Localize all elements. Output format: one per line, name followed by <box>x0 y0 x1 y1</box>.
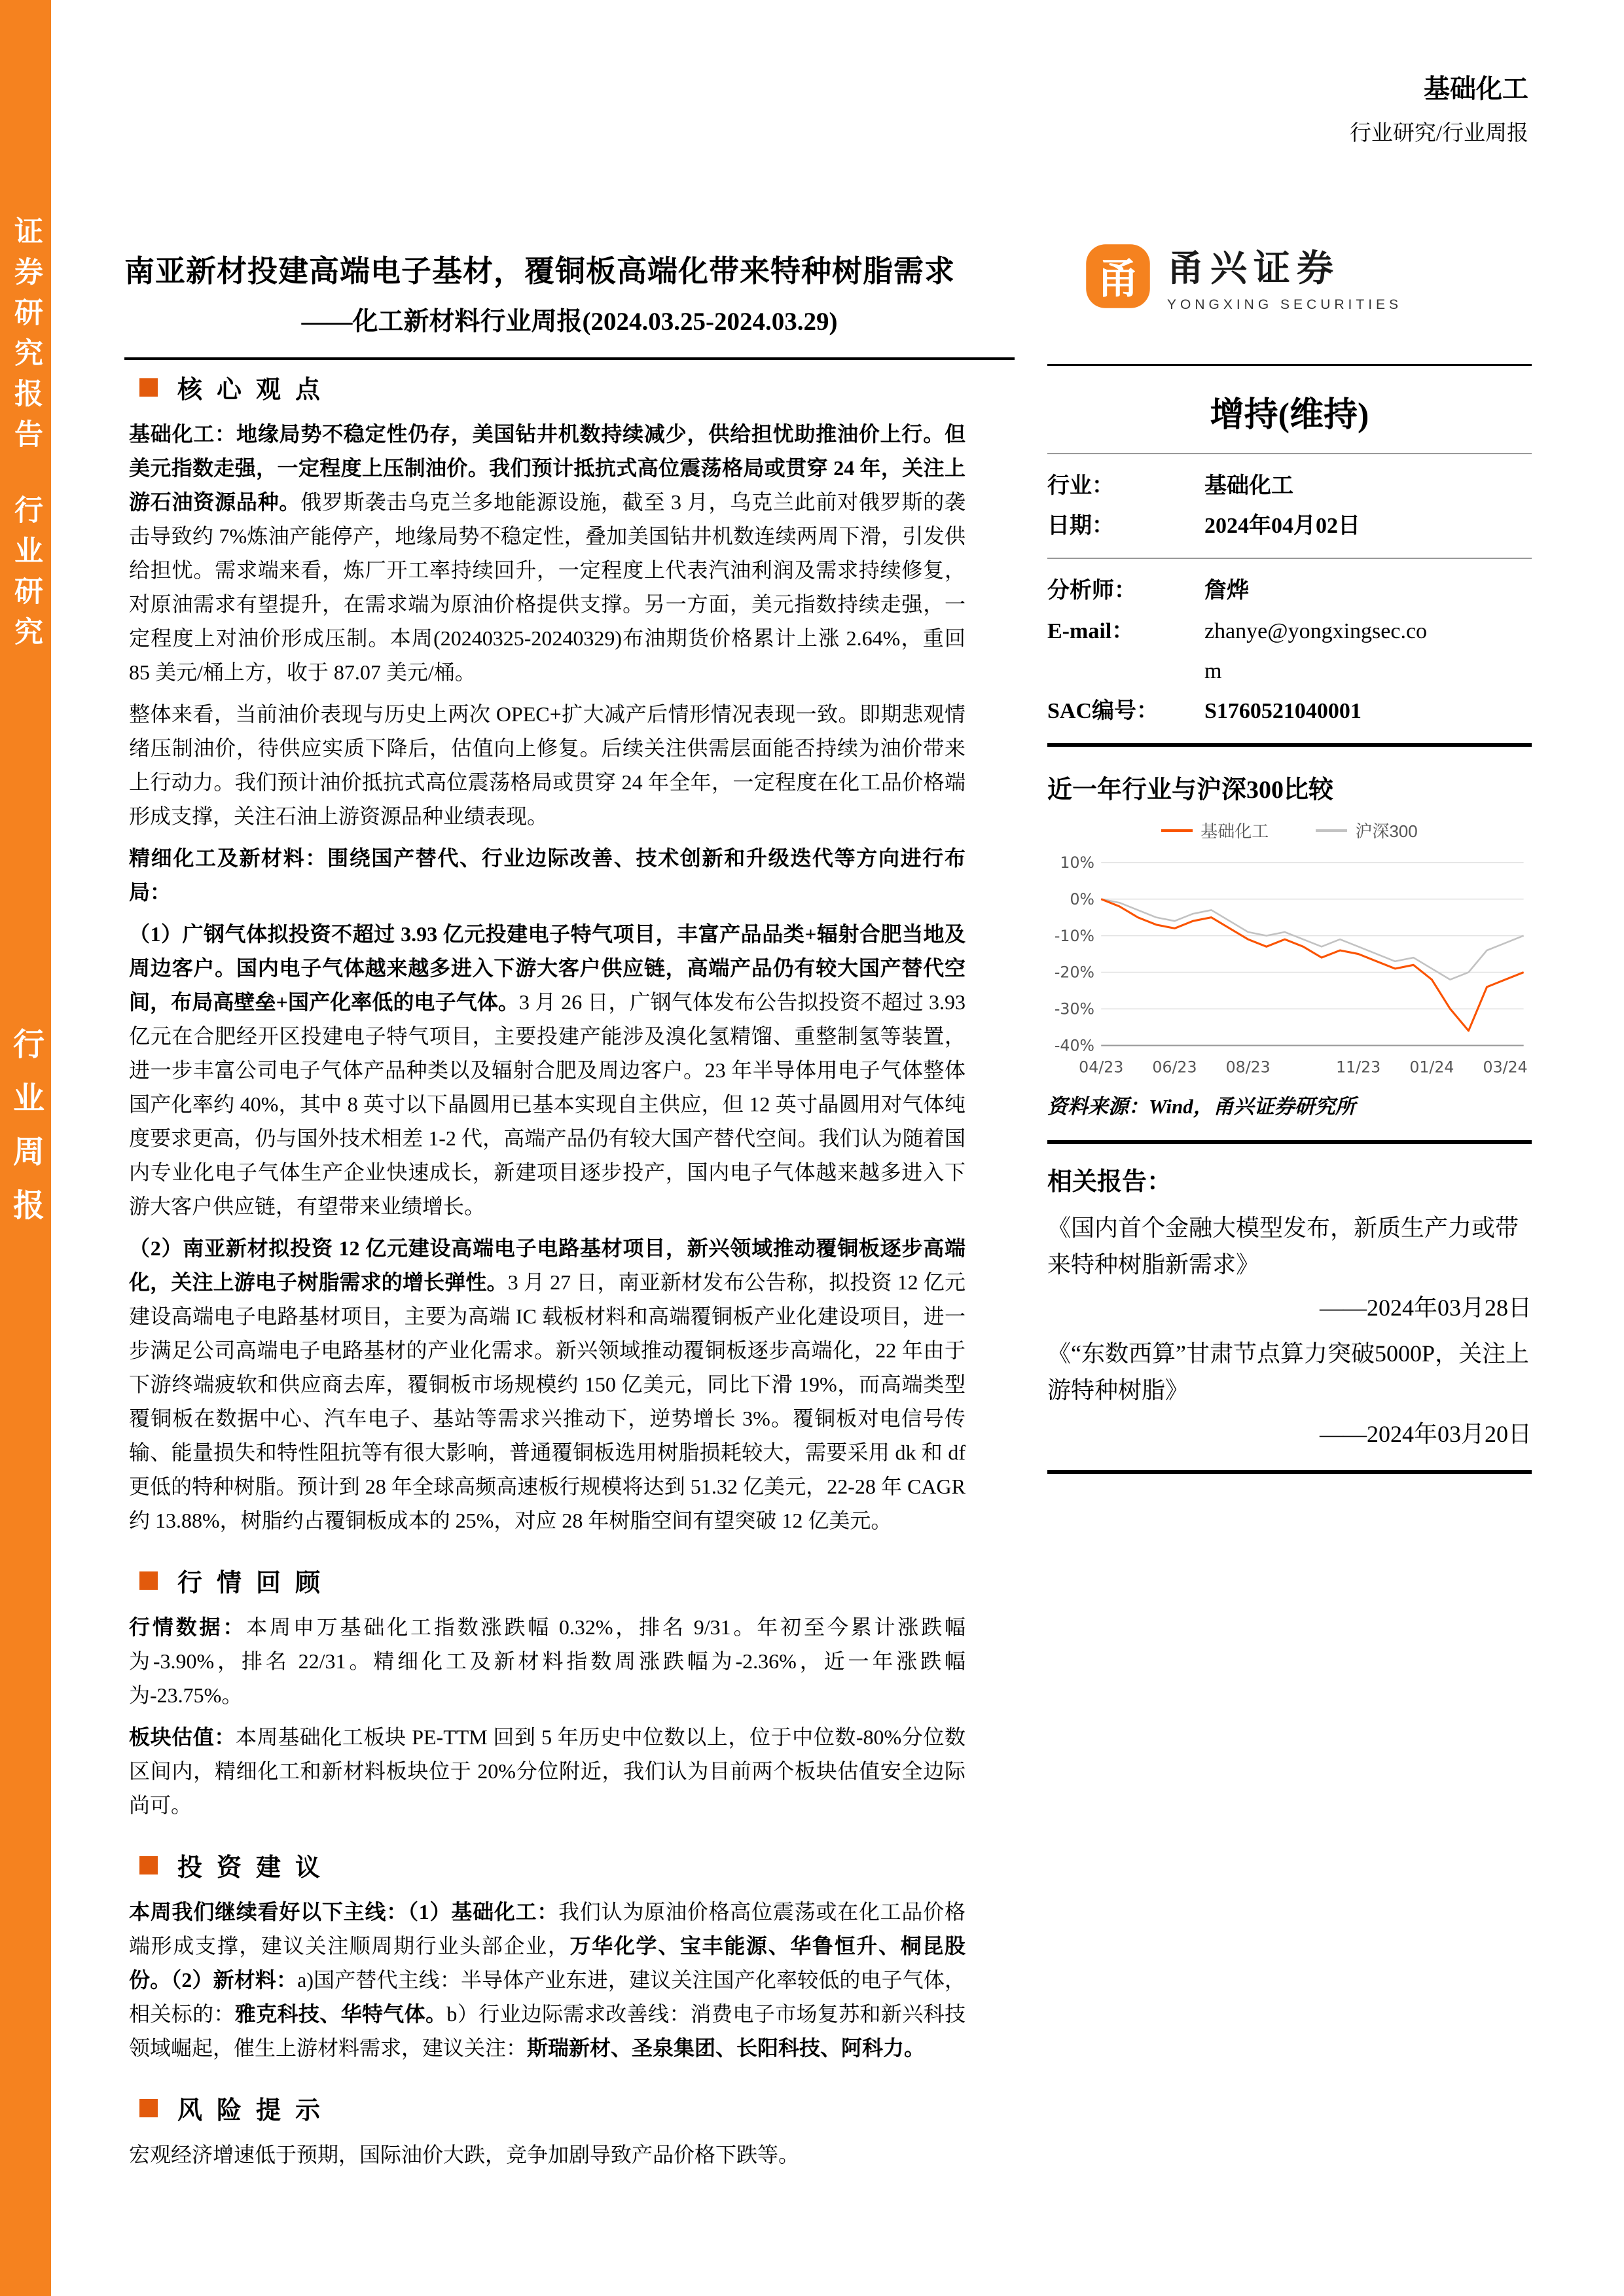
info-row <box>1047 466 1532 506</box>
company-name-cn: 甬兴证券 <box>1167 247 1340 289</box>
legend-label-hs300: 沪深300 <box>1355 821 1418 842</box>
body-paragraph: 宏观经济增速低于预期，国际油价大跌，竞争加剧导致产品价格下跌等。 <box>129 2143 800 2166</box>
section-heading <box>129 1562 965 1598</box>
svg-text:06/23: 06/23 <box>1152 1058 1197 1077</box>
left-sidebar <box>0 0 51 2296</box>
legend-item-hs300 <box>1316 818 1417 842</box>
performance-chart <box>1047 747 1532 1119</box>
industry-subcategory: 行业研究/行业周报 <box>1349 122 1528 145</box>
info-label: 日期： <box>1047 514 1114 539</box>
related-reports-list <box>1047 1210 1532 1449</box>
section-heading-text: 核心观点 <box>177 376 335 404</box>
svg-text:0%: 0% <box>1070 890 1094 909</box>
section-bullet-icon <box>139 1856 158 1874</box>
related-report-date: ——2024年03月20日 <box>1319 1421 1532 1448</box>
svg-text:04/23: 04/23 <box>1079 1058 1124 1077</box>
related-report-date: ——2024年03月28日 <box>1319 1295 1532 1321</box>
info-row <box>1047 611 1532 691</box>
related-reports <box>1047 1161 1532 1449</box>
section-heading <box>129 369 965 405</box>
info-value: S1760521040001 <box>1204 698 1362 723</box>
divider <box>1047 1140 1532 1144</box>
body-paragraph: （1）广钢气体拟投资不超过 3.93 亿元投建电子特气项目，丰富产品品类+辐射合肥当地及周边客户。国内电子气体越来越多进入下游大客户供应链，高端产品仍有较大国产替代空间，布局高壁垒+国产化率低的电子气体。3 月 26 日，广钢气体发布公告拟投资不超过 3.93 亿元在合肥经开区投建电子特气项目，主要投建产能涉及溴化氢精馏、重整制氢等装置，进一步丰富公司电子气体产品种类以及辐射合肥及周边客户。23 年半导体用电子气体整体国产化率约 40%，其中 8 英寸以下晶圆用已基本实现自主供应，但 12 英寸晶圆用对气体纯度要求更高，仍与国外技术相差 1-2 代，高端产品仍有较大国产替代空间。我们认为随着国内专业化电子气体生产企业快速成长，新建项目逐步投产，国内电子气体越来越多进入下游大客户供应链，有望带来业绩增长。 <box>129 922 965 1218</box>
legend-swatch-industry-icon <box>1161 829 1193 832</box>
info-label: 分析师： <box>1047 579 1136 603</box>
info-value: zhanye@yongxingsec.com <box>1204 619 1428 683</box>
sidebar-label-report: 证券研究报告 <box>10 216 42 459</box>
svg-text:11/23: 11/23 <box>1336 1058 1381 1077</box>
info-value: 詹烨 <box>1204 579 1249 603</box>
legend-item-industry <box>1161 818 1269 842</box>
legend-swatch-hs300-icon <box>1316 829 1347 832</box>
body-paragraph: 基础化工：地缘局势不稳定性仍存，美国钻井机数持续减少，供给担忧助推油价上行。但美元指数走强，一定程度上压制油价。我们预计抵抗式高位震荡格局或贯穿 24 年，关注上游石油资源品种。俄罗斯袭击乌克兰多地能源设施，截至 3 月，乌克兰此前对俄罗斯的袭击导致约 7%炼油产能停产，地缘局势不稳定性，叠加美国钻井机数连续两周下滑，引发供给担忧。需求端来看，炼厂开工率持续回升，一定程度上代表汽油利润及需求持续修复，对原油需求有望提升，在需求端为原油价格提供支撑。另一方面，美元指数持续走强，一定程度上对油价形成压制。本周(20240325-20240329)布油期货价格累计上涨 2.64%，重回 85 美元/桶上方，收于 87.07 美元/桶。 <box>129 422 965 684</box>
section-heading-text: 风险提示 <box>177 2097 335 2125</box>
section-heading <box>129 2090 965 2126</box>
company-logo <box>1083 240 1532 313</box>
section-heading <box>129 1847 965 1883</box>
related-report-title: 《“东数西算”甘肃节点算力突破5000P，关注上游特种树脂》 <box>1047 1340 1529 1404</box>
legend-label-industry: 基础化工 <box>1200 821 1269 842</box>
section-bullet-icon <box>139 378 158 397</box>
section-bullet-icon <box>139 2099 158 2117</box>
body-paragraph: 精细化工及新材料：围绕国产替代、行业边际改善、技术创新和升级迭代等方向进行布局： <box>129 846 965 904</box>
body-paragraph: 板块估值：本周基础化工板块 PE-TTM 回到 5 年历史中位数以上，位于中位数-80%分位数区间内，精细化工和新材料板块位于 20%分位附近，我们认为目前两个板块估值安全边际尚可。 <box>129 1725 965 1817</box>
chart-source: 资料来源：Wind，甬兴证券研究所 <box>1047 1094 1356 1118</box>
svg-text:-20%: -20% <box>1054 963 1094 982</box>
industry-category: 基础化工 <box>1424 74 1528 103</box>
industry-date-rows <box>1047 454 1532 559</box>
sidebar-label-research: 行业研究 <box>10 495 42 657</box>
svg-text:-40%: -40% <box>1054 1036 1094 1055</box>
info-value: 基础化工 <box>1204 474 1293 498</box>
svg-text:01/24: 01/24 <box>1409 1058 1454 1077</box>
company-name <box>1167 240 1402 313</box>
body-paragraph: 行情数据：本周申万基础化工指数涨跌幅 0.32%，排名 9/31。年初至今累计涨跌幅为-3.90%，排名 22/31。精细化工及新材料指数周涨跌幅为-2.36%，近一年涨跌幅为-23.75%。 <box>129 1615 965 1707</box>
svg-text:-10%: -10% <box>1054 926 1094 945</box>
info-row <box>1047 691 1532 731</box>
section-heading-text: 投资建议 <box>177 1854 335 1882</box>
svg-text:10%: 10% <box>1060 853 1094 872</box>
report-subtitle: ——化工新材料行业周报(2024.03.25-2024.03.29) <box>301 308 838 336</box>
analyst-rows <box>1047 559 1532 747</box>
svg-text:甬: 甬 <box>1097 255 1139 302</box>
company-name-en: YONGXING SECURITIES <box>1167 297 1403 312</box>
company-logo-icon <box>1083 242 1153 311</box>
line-chart <box>1047 844 1532 1079</box>
body-paragraph: 整体来看，当前油价表现与历史上两次 OPEC+扩大减产后情形情况表现一致。即期悲观情绪压制油价，待供应实质下降后，估值向上修复。后续关注供需层面能否持续为油价带来上行动力。我们预计油价抵抗式高位震荡格局或贯穿 24 年全年，一定程度在化工品价格端形成支撑，关注石油上游资源品种业绩表现。 <box>129 702 965 828</box>
related-report-title: 《国内首个金融大模型发布，新质生产力或带来特种树脂新需求》 <box>1047 1214 1519 1278</box>
info-label: E-mail： <box>1047 619 1134 643</box>
report-title: 南亚新材投建高端电子基材，覆铜板高端化带来特种树脂需求 <box>124 255 955 288</box>
svg-text:-30%: -30% <box>1054 999 1094 1018</box>
body-paragraph: （2）南亚新材拟投资 12 亿元建设高端电子电路基材项目，新兴领域推动覆铜板逐步高端化，关注上游电子树脂需求的增长弹性。3 月 27 日，南亚新材发布公告称，拟投资 12 亿元建设高端电子电路基材项目，主要为高端 IC 载板材料和高端覆铜板产业化建设项目，进一步满足公司高端电子电路基材的产业化需求。新兴领域推动覆铜板逐步高端化，22 年由于下游终端疲软和供应商去库，覆铜板市场规模约 150 亿美元，同比下滑 19%，而高端类型覆铜板在数据中心、汽车电子、基站等需求兴推动下，逆势增长 3%。覆铜板对电信号传输、能量损失和特性阻抗等有很大影响，普通覆铜板选用树脂损耗较大，需要采用 dk 和 df 更低的特种树脂。预计到 28 年全球高频高速板行规模将达到 51.32 亿美元，22-28 年 CAGR 约 13.88%，树脂约占覆铜板成本的 25%，对应 28 年树脂空间有望突破 12 亿美元。 <box>129 1236 965 1532</box>
sidebar-label-weekly: 行业周报 <box>8 1028 43 1242</box>
divider <box>1047 1470 1532 1474</box>
info-label: SAC编号： <box>1047 698 1159 723</box>
svg-text:08/23: 08/23 <box>1225 1058 1271 1077</box>
chart-title: 近一年行业与沪深300比较 <box>1047 776 1334 804</box>
chart-legend <box>1047 818 1532 842</box>
report-infobox <box>1047 364 1532 1491</box>
report-title-block <box>124 247 1015 360</box>
info-label: 行业： <box>1047 474 1114 498</box>
info-row <box>1047 506 1532 546</box>
svg-text:03/24: 03/24 <box>1483 1058 1528 1077</box>
related-reports-heading: 相关报告： <box>1047 1168 1172 1196</box>
body-paragraph: 本周我们继续看好以下主线：（1）基础化工：我们认为原油价格高位震荡或在化工品价格端形成支撑，建议关注顺周期行业头部企业，万华化学、宝丰能源、华鲁恒升、桐昆股份。（2）新材料：a)国产替代主线：半导体产业东进，建议关注国产化率较低的电子气体，相关标的：雅克科技、华特气体。b）行业边际需求改善线：消费电子市场复苏和新兴科技领域崛起，催生上游材料需求，建议关注：斯瑞新材、圣泉集团、长阳科技、阿科力。 <box>129 1900 965 2060</box>
report-body <box>129 367 965 2179</box>
section-heading-text: 行情回顾 <box>177 1570 335 1597</box>
info-row <box>1047 571 1532 611</box>
header-industry-block <box>1350 68 1528 147</box>
rating-badge: 增持(维持) <box>1047 366 1532 454</box>
info-value: 2024年04月02日 <box>1204 514 1360 539</box>
section-bullet-icon <box>139 1571 158 1590</box>
